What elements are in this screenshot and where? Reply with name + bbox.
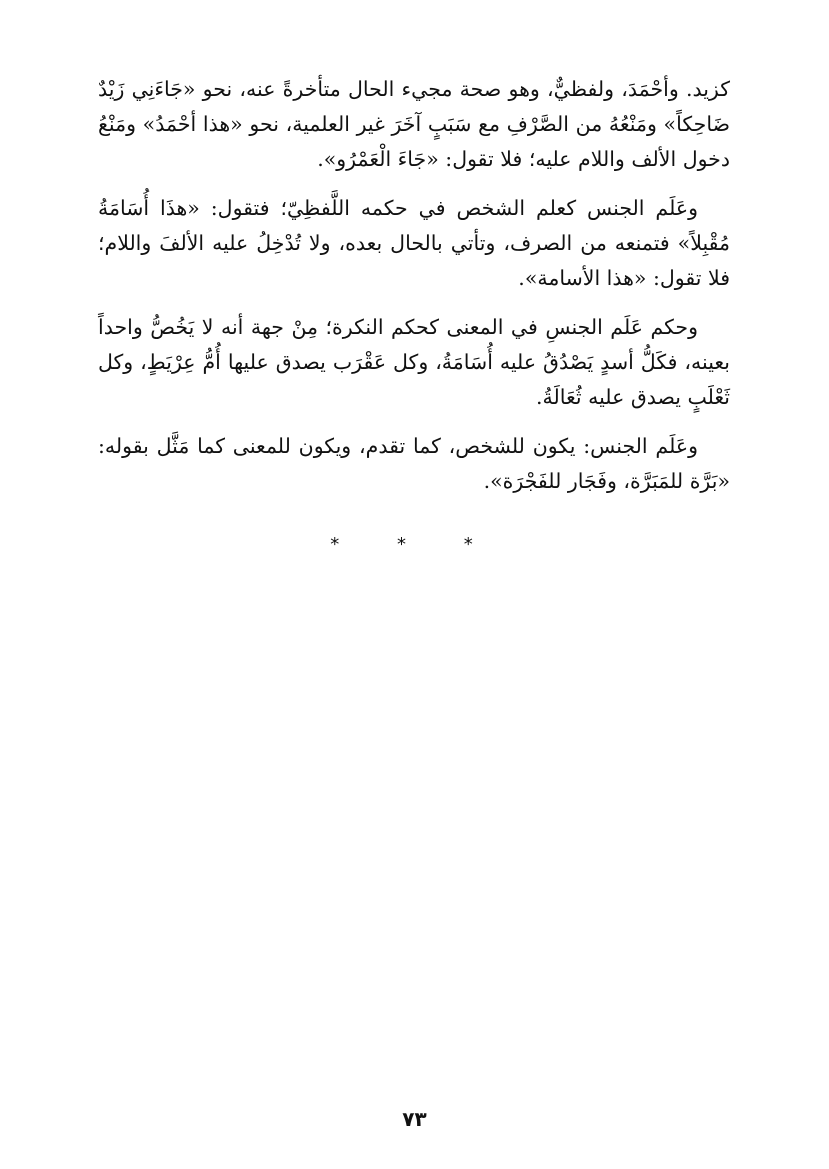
body-text [98, 72, 730, 513]
paragraph-1: كزيد. وأحْمَدَ، ولفظيٌّ، وهو صحة مجيء الحال متأخرةً عنه، نحو «جَاءَنِي زَيْدٌ ضَاحِكاً» ومَنْعُهُ من الصَّرْفِ مع سَبَبٍ آخَرَ غير العلمية، نحو «هذا أحْمَدُ» ومَنْعُ دخول الألف واللام عليه؛ فلا تقول: «جَاءَ الْعَمْرُو». [98, 77, 730, 171]
paragraph-4: وعَلَم الجنس: يكون للشخص، كما تقدم، ويكون للمعنى كما مَثَّل بقوله: «بَرَّة للمَبَرَّة، وفَجَار للفَجْرَة». [98, 434, 730, 493]
section-separator: * * * [330, 534, 499, 555]
paragraph-3: وحكم عَلَم الجنسِ في المعنى كحكم النكرة؛ مِنْ جهة أنه لا يَخُصُّ واحداً بعينه، فكَلُّ أسدٍ يَصْدُقُ عليه أُسَامَةُ، وكل عَقْرَب يصدق عليها أُمُّ عِرْيَطٍ، وكل ثَعْلَبٍ يصدق عليه ثُعَالَةُ. [98, 315, 730, 409]
page-number: ٧٣ [402, 1107, 427, 1131]
paragraph-2: وعَلَم الجنس كعلم الشخص في حكمه اللَّفظِيّ؛ فتقول: «هذَا أُسَامَةُ مُقْبِلاً» فتمنعه من الصرف، وتأتي بالحال بعده، ولا تُدْخِلُ عليه الألفَ واللام؛ فلا تقول: «هذا الأسامة». [98, 196, 730, 290]
